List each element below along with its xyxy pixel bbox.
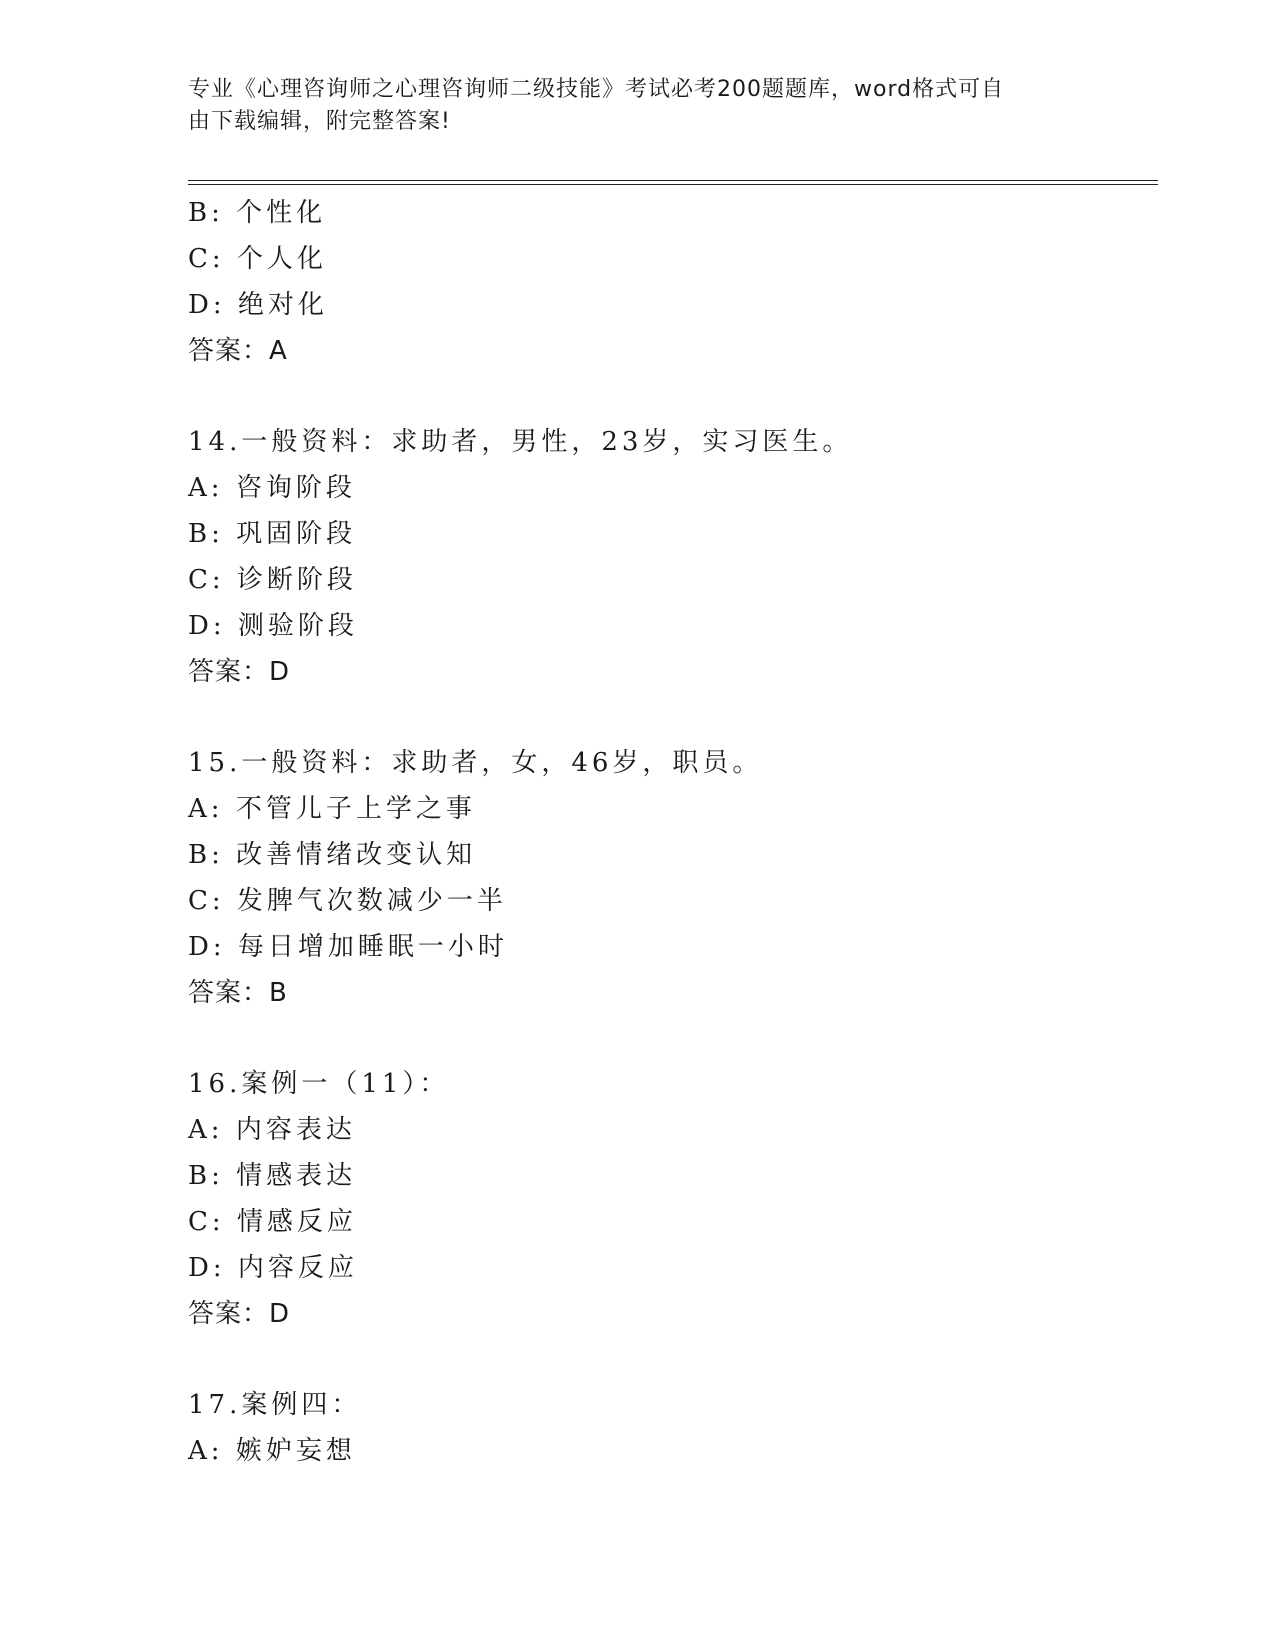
question-stem: 17.案例四： <box>188 1390 362 1420</box>
option-line <box>188 1245 1158 1291</box>
option-line <box>188 236 1158 282</box>
answer-line: 答案：D <box>188 1299 291 1329</box>
option-text: 情感反应 <box>236 1207 357 1237</box>
option-text: 咨询阶段 <box>235 473 356 503</box>
answer-line: 答案：B <box>188 978 288 1008</box>
option-label: C: <box>188 1207 225 1237</box>
question-list <box>188 190 1158 1474</box>
option-text: 内容反应 <box>237 1253 358 1283</box>
option-label: B: <box>188 1161 224 1191</box>
option-line <box>188 878 1158 924</box>
option-text: 个性化 <box>236 198 327 228</box>
option-label: A: <box>188 794 224 824</box>
option-label: C: <box>188 886 225 916</box>
option-label: B: <box>188 519 224 549</box>
option-text: 不管儿子上学之事 <box>235 794 476 824</box>
option-text: 内容表达 <box>235 1115 356 1145</box>
option-line <box>188 1107 1158 1153</box>
option-line <box>188 511 1158 557</box>
question-fragment <box>188 190 1158 374</box>
header-line-1: 专业《心理咨询师之心理咨询师二级技能》考试必考200题题库，word格式可自 <box>188 77 1005 102</box>
answer-line: 答案：A <box>188 336 288 366</box>
option-label: D: <box>188 932 226 962</box>
option-text: 绝对化 <box>237 290 328 320</box>
option-line <box>188 924 1158 970</box>
option-line <box>188 832 1158 878</box>
option-line <box>188 603 1158 649</box>
option-label: C: <box>188 565 225 595</box>
option-text: 嫉妒妄想 <box>235 1436 356 1466</box>
option-text: 改善情绪改变认知 <box>236 840 477 870</box>
option-label: C: <box>188 244 225 274</box>
option-line <box>188 282 1158 328</box>
option-text: 巩固阶段 <box>236 519 357 549</box>
question-block <box>188 1061 1158 1337</box>
header-rule-bottom <box>188 184 1158 185</box>
option-label: D: <box>188 290 226 320</box>
option-label: B: <box>188 840 224 870</box>
option-text: 情感表达 <box>236 1161 357 1191</box>
option-label: A: <box>188 1436 224 1466</box>
option-label: B: <box>188 198 224 228</box>
option-text: 测验阶段 <box>237 611 358 641</box>
question-stem: 15.一般资料：求助者，女，46岁，职员。 <box>188 748 763 778</box>
option-line <box>188 1153 1158 1199</box>
document-header <box>188 74 1068 138</box>
question-block <box>188 1382 1158 1474</box>
question-block <box>188 740 1158 1016</box>
option-label: A: <box>188 1115 224 1145</box>
option-line <box>188 1428 1158 1474</box>
option-text: 每日增加睡眠一小时 <box>237 932 508 962</box>
option-line <box>188 557 1158 603</box>
option-line <box>188 465 1158 511</box>
question-block <box>188 419 1158 695</box>
option-line <box>188 190 1158 236</box>
option-label: D: <box>188 611 226 641</box>
question-stem: 16.案例一（11）： <box>188 1069 450 1099</box>
header-line-2: 由下载编辑，附完整答案! <box>188 109 451 134</box>
option-line <box>188 1199 1158 1245</box>
option-text: 发脾气次数减少一半 <box>236 886 507 916</box>
question-stem: 14.一般资料：求助者，男性，23岁，实习医生。 <box>188 427 853 457</box>
option-text: 个人化 <box>236 244 327 274</box>
header-rule-top <box>188 180 1158 181</box>
option-label: A: <box>188 473 224 503</box>
answer-line: 答案：D <box>188 657 291 687</box>
option-line <box>188 786 1158 832</box>
option-text: 诊断阶段 <box>236 565 357 595</box>
option-label: D: <box>188 1253 226 1283</box>
